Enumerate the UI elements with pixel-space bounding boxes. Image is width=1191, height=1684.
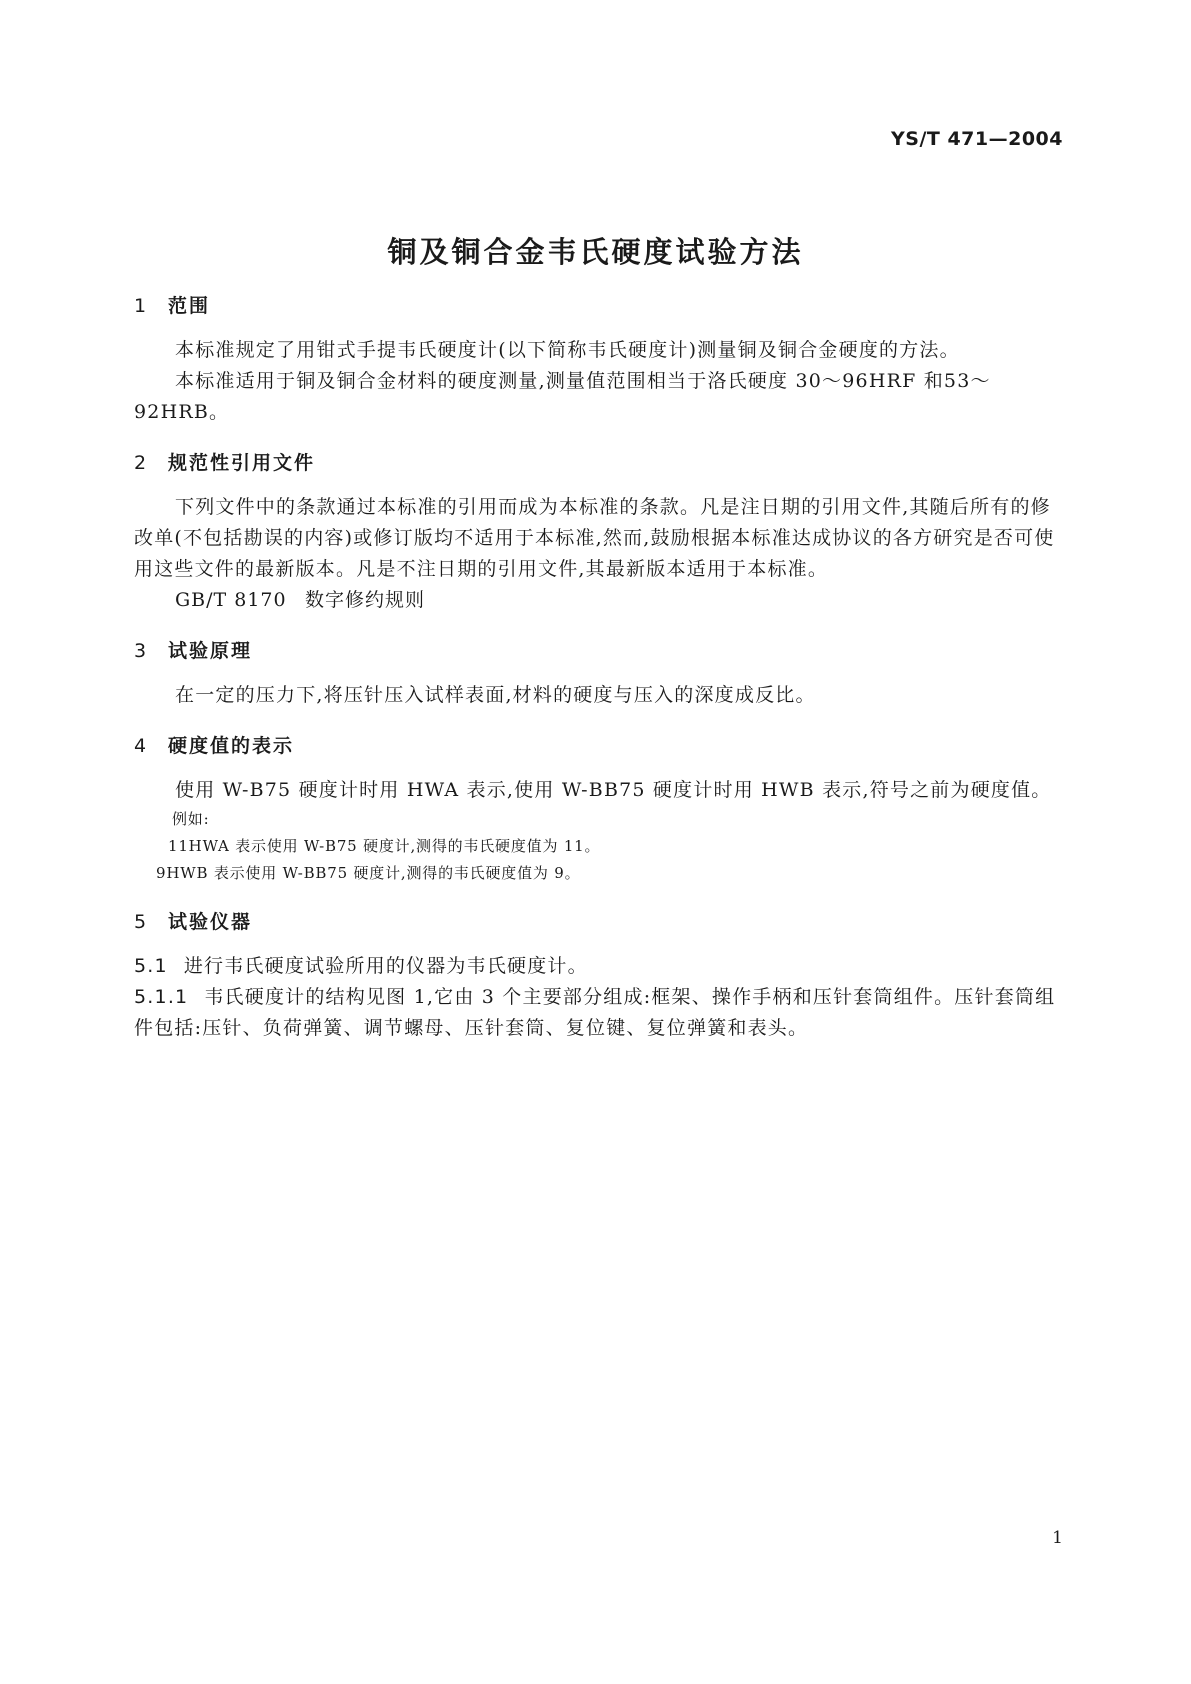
clause (134, 951, 1060, 982)
document-title: 铜及铜合金韦氏硬度试验方法 (387, 235, 804, 269)
section-number: 3 (134, 640, 147, 662)
clause-number: 5.1 (134, 955, 168, 977)
paragraph: 本标准适用于铜及铜合金材料的硬度测量,测量值范围相当于洛氏硬度 30～96HRF 和53～92HRB。 (134, 370, 991, 423)
example-line: 9HWB 表示使用 W-BB75 硬度计,测得的韦氏硬度值为 9。 (156, 864, 581, 882)
clause-text: 韦氏硬度计的结构见图 1,它由 3 个主要部分组成:框架、操作手柄和压针套筒组件。压针套筒组件包括:压针、负荷弹簧、调节螺母、压针套筒、复位键、复位弹簧和表头。 (134, 986, 1056, 1039)
reference-entry (134, 585, 1060, 616)
paragraph: 下列文件中的条款通过本标准的引用而成为本标准的条款。凡是注日期的引用文件,其随后所有的修改单(不包括勘误的内容)或修订版均不适用于本标准,然而,鼓励根据本标准达成协议的各方研究是否可使用这些文件的最新版本。凡是不注日期的引用文件,其最新版本适用于本标准。 (134, 496, 1055, 580)
section-number: 1 (134, 295, 147, 317)
section-title: 范围 (168, 295, 211, 317)
section-heading-apparatus (134, 903, 1060, 941)
example-label: 例如: (172, 810, 210, 828)
clause (134, 982, 1060, 1044)
section-title: 规范性引用文件 (168, 452, 316, 474)
clause-number: 5.1.1 (134, 986, 189, 1008)
reference-name: 数字修约规则 (305, 589, 426, 611)
page-number: 1 (1052, 1528, 1063, 1548)
section-heading-principle (134, 632, 1060, 670)
section-title: 硬度值的表示 (168, 735, 295, 757)
section-number: 2 (134, 452, 147, 474)
paragraph: 使用 W-B75 硬度计时用 HWA 表示,使用 W-BB75 硬度计时用 HWB 表示,符号之前为硬度值。 (175, 779, 1052, 801)
section-heading-hardness-expression (134, 727, 1060, 765)
section-number: 4 (134, 735, 147, 757)
section-heading-normative-references (134, 444, 1060, 482)
example-line: 11HWA 表示使用 W-B75 硬度计,测得的韦氏硬度值为 11。 (168, 837, 601, 855)
standard-number: YS/T 471—2004 (891, 128, 1063, 150)
section-title: 试验原理 (168, 640, 253, 662)
paragraph: 本标准规定了用钳式手提韦氏硬度计(以下简称韦氏硬度计)测量铜及铜合金硬度的方法。 (175, 339, 960, 361)
section-heading-scope (134, 287, 1060, 325)
document-body (134, 287, 1060, 1044)
reference-code: GB/T 8170 (175, 589, 287, 611)
section-number: 5 (134, 911, 147, 933)
section-title: 试验仪器 (168, 911, 253, 933)
clause-text: 进行韦氏硬度试验所用的仪器为韦氏硬度计。 (183, 955, 588, 977)
paragraph: 在一定的压力下,将压针压入试样表面,材料的硬度与压入的深度成反比。 (175, 684, 816, 706)
